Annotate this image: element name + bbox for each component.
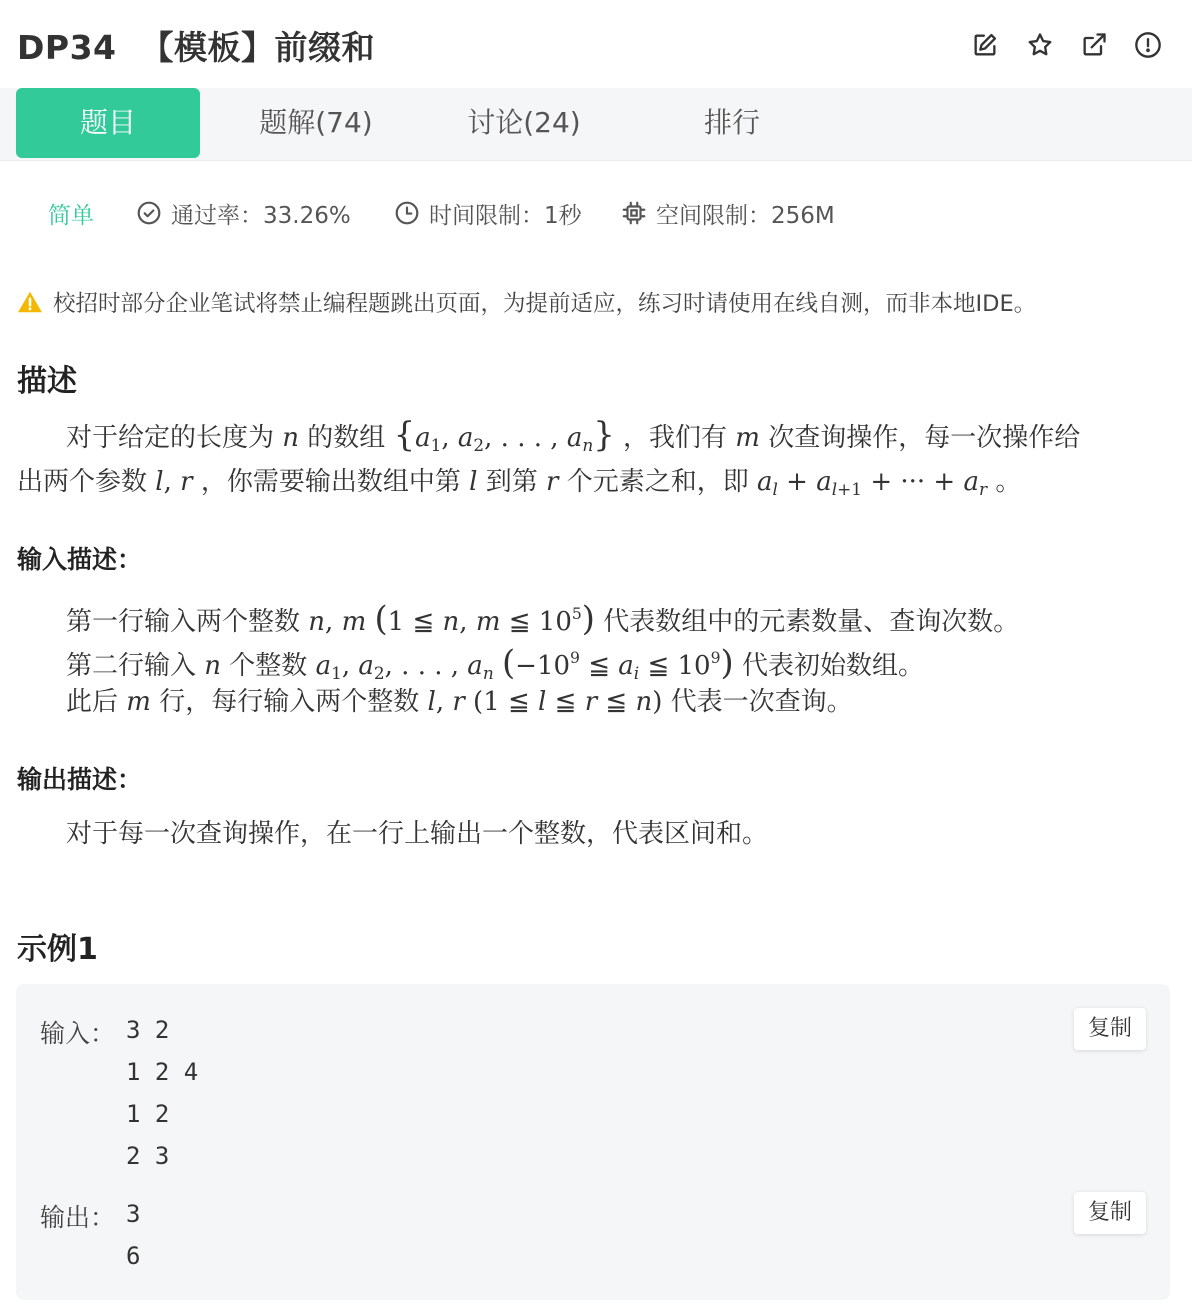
example-output-label: 输出： [40,1203,116,1232]
problem-header [0,0,1192,88]
info-icon[interactable] [1134,31,1162,59]
tab-bar [0,88,1192,161]
time-limit-text: 时间限制：1秒 [429,202,582,229]
example-input-line: 3 2 [126,1016,170,1044]
tab-ranking[interactable]: 排行 [703,106,760,139]
clock-icon [394,200,420,226]
difficulty-badge: 简单 [48,202,94,229]
page-title: DP34 【模板】前缀和 [17,28,375,67]
tab-discussion[interactable]: 讨论(24) [467,106,581,139]
check-circle-icon [136,200,162,226]
example-input-line: 2 3 [126,1142,170,1170]
warning-icon [17,289,43,315]
ide-warning [17,284,1036,320]
warning-text: 校招时部分企业笔试将禁止编程题跳出页面，为提前适应，练习时请使用在线自测，而非本地IDE。 [53,291,1037,317]
chip-icon [621,200,647,226]
example-box [16,984,1170,1300]
tab-problem[interactable]: 题目 [16,88,200,158]
pass-rate-text: 通过率：33.26% [171,202,351,229]
input-desc-line-2: 第二行输入 n 个整数 $a_1$, $a_2$, . . . , $a_n$ ($-10^9$ ≦ $a_i$ ≦ $10^9$) 代表初始数组。 [66,642,924,683]
example-input-line: 1 2 4 [126,1058,199,1086]
example-input-label: 输入： [40,1019,116,1048]
time-limit [394,196,582,230]
example-title: 示例1 [17,932,98,967]
description-title: 描述 [17,364,77,399]
example-output-line: 3 [126,1200,141,1228]
tab-solutions[interactable]: 题解(74) [259,106,373,139]
memory-limit-text: 空间限制：256M [656,202,835,229]
input-desc-line-3: 此后 m 行，每行输入两个整数 l, r (1 ≦ l ≦ r ≦ n) 代表一次查询。 [66,687,853,717]
output-desc-title: 输出描述： [17,765,143,794]
description-line-1: 对于给定的长度为 n 的数组 {$a_1$, $a_2$, . . . , $a_n$} ，我们有 m 次查询操作，每一次操作给 [66,415,1081,456]
memory-limit [621,196,835,230]
external-link-icon[interactable] [1080,31,1108,59]
copy-input-button[interactable]: 复制 [1074,1008,1146,1050]
example-input-line: 1 2 [126,1100,170,1128]
output-desc-text: 对于每一次查询操作，在一行上输出一个整数，代表区间和。 [66,819,769,849]
copy-output-button[interactable]: 复制 [1074,1192,1146,1234]
description-line-2: 出两个参数 l, r ，你需要输出数组中第 l 到第 r 个元素之和，即 $a_l + a_{l+1}$ + ··· + $a_r$ 。 [17,467,1022,500]
star-icon[interactable] [1026,31,1054,59]
input-desc-title: 输入描述： [17,545,143,574]
pass-rate [136,196,351,230]
input-desc-line-1: 第一行输入两个整数 n, m (1 ≦ n, m ≦ $10^5$) 代表数组中的元素数量、查询次数。 [66,598,1020,638]
edit-icon[interactable] [971,31,999,59]
example-output-line: 6 [126,1242,141,1270]
